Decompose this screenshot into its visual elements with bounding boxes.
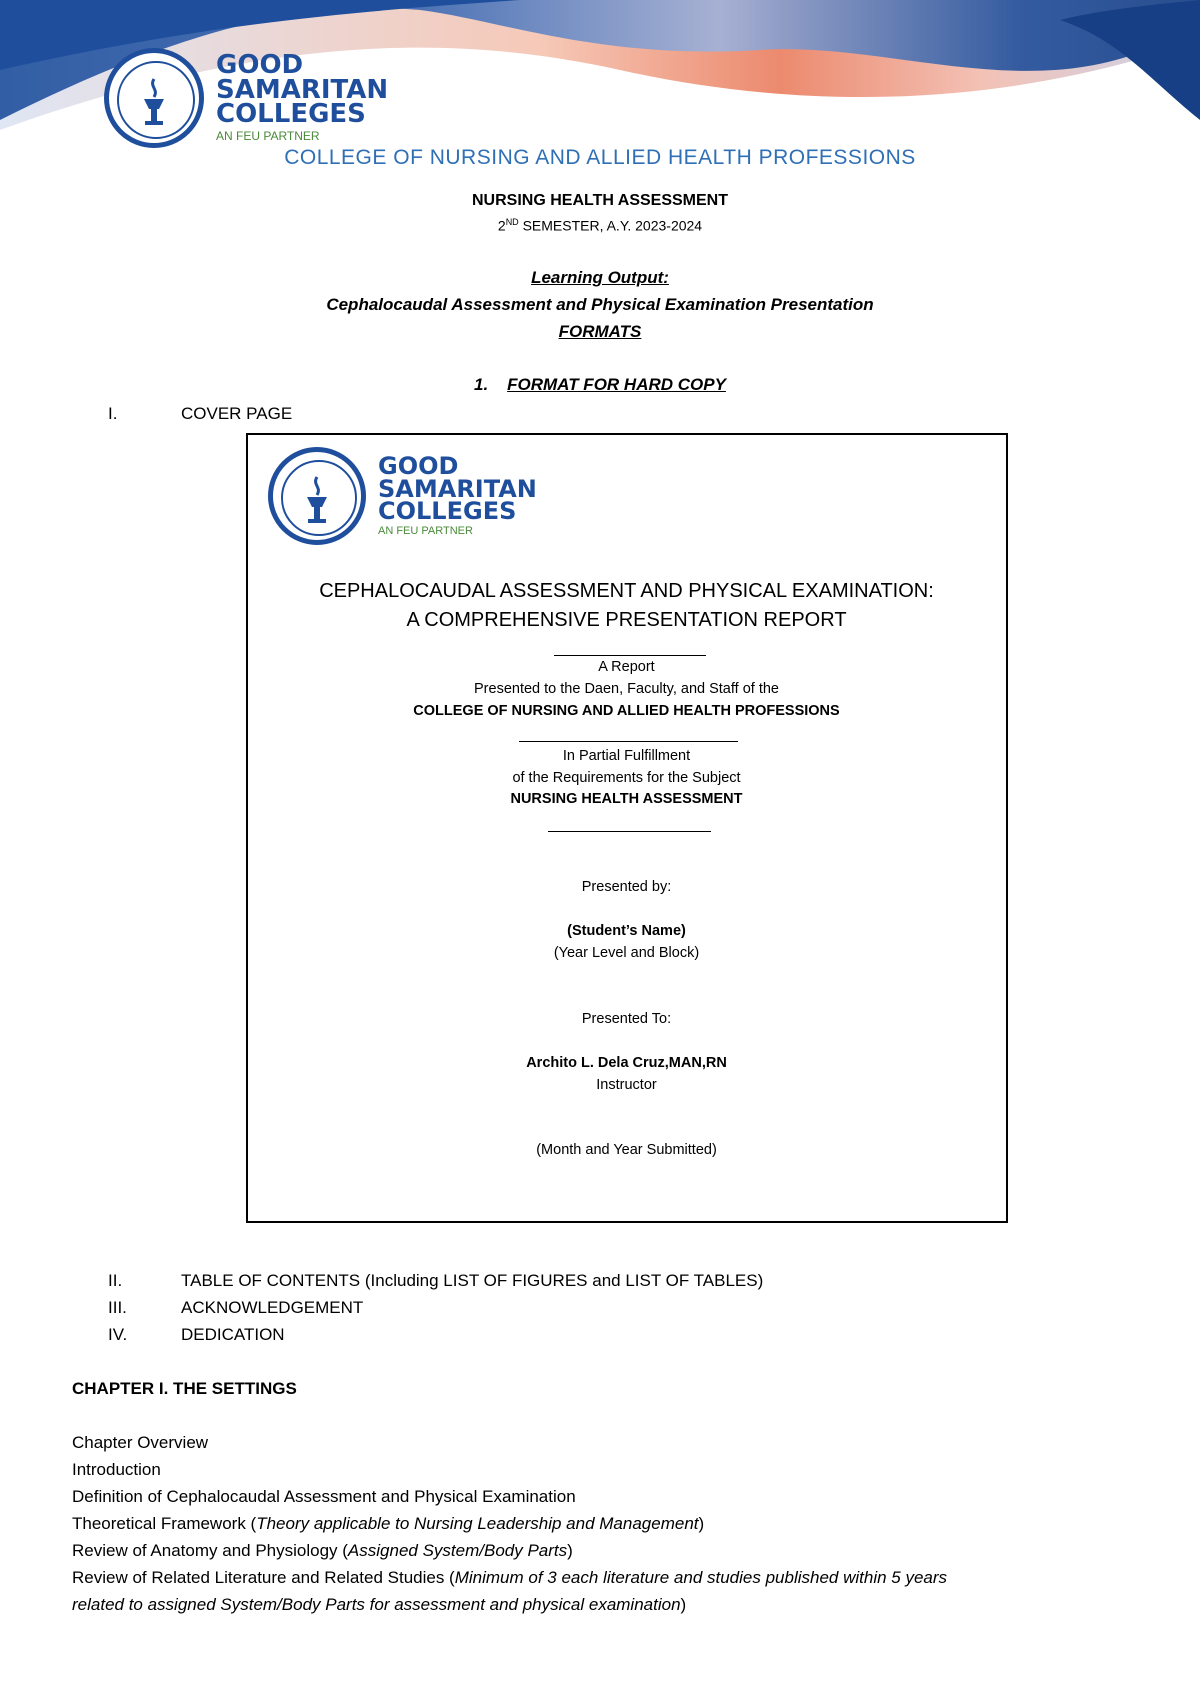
chapter-item-theoretical-framework: Theoretical Framework (Theory applicable to Nursing Leadership and Management) <box>72 1514 705 1533</box>
semester-line: 2ND SEMESTER, A.Y. 2023-2024 <box>497 217 703 234</box>
partner-tagline: AN FEU PARTNER <box>378 525 473 538</box>
chapter-item-definition: Definition of Cephalocaudal Assessment and Physical Examination <box>72 1487 576 1506</box>
format-hard-copy-heading: 1. FORMAT FOR HARD COPY <box>474 375 726 394</box>
cover-fulfillment-1: In Partial Fulfillment <box>562 748 691 764</box>
cover-logo <box>268 447 537 545</box>
cover-instructor-name: Archito L. Dela Cruz,MAN,RN <box>526 1055 727 1071</box>
cover-year-block: (Year Level and Block) <box>553 945 700 961</box>
section-dedication: DEDICATION <box>181 1325 285 1344</box>
wordmark-line-2: SAMARITAN <box>378 474 537 503</box>
cover-presented-to-line: Presented to the Daen, Faculty, and Staff of the <box>474 681 779 697</box>
cover-college-name: COLLEGE OF NURSING AND ALLIED HEALTH PROFESSIONS <box>413 703 840 719</box>
cover-student-name: (Student’s Name) <box>567 923 686 939</box>
section-table-of-contents: TABLE OF CONTENTS (Including LIST OF FIGURES and LIST OF TABLES) <box>181 1271 764 1290</box>
section-number: I. <box>108 404 118 423</box>
cover-title-line-1: CEPHALOCAUDAL ASSESSMENT AND PHYSICAL EXAMINATION: <box>319 580 934 602</box>
section-number: III. <box>108 1298 127 1317</box>
cover-page-sample <box>246 433 1008 1223</box>
section-cover-page: COVER PAGE <box>181 404 293 423</box>
chapter-1-heading: CHAPTER I. THE SETTINGS <box>72 1379 297 1398</box>
chapter-item-rrl: Review of Related Literature and Related Studies (Minimum of 3 each literature and studies published within 5 years <box>72 1568 948 1587</box>
header-logo <box>104 48 388 148</box>
section-acknowledgement: ACKNOWLEDGEMENT <box>181 1298 364 1317</box>
learning-output-label: Learning Output: <box>531 268 669 287</box>
partner-tagline: AN FEU PARTNER <box>216 129 320 144</box>
chapter-item-rrl-continued: related to assigned System/Body Parts for assessment and physical examination) <box>72 1595 687 1614</box>
wordmark-line-3: COLLEGES <box>378 497 517 526</box>
wordmark-line-2: SAMARITAN <box>216 74 389 105</box>
cover-subject: NURSING HEALTH ASSESSMENT <box>510 791 743 807</box>
section-number: II. <box>108 1271 123 1290</box>
divider <box>519 741 738 742</box>
cover-month-year: (Month and Year Submitted) <box>536 1142 717 1158</box>
college-seal-icon <box>268 447 366 545</box>
cover-presented-by-label: Presented by: <box>581 879 672 895</box>
formats-heading: FORMATS <box>558 322 642 341</box>
chapter-item-anatomy: Review of Anatomy and Physiology (Assigned System/Body Parts) <box>72 1541 573 1560</box>
divider <box>554 655 706 656</box>
cover-instructor-title: Instructor <box>596 1077 657 1093</box>
divider <box>548 831 711 832</box>
course-title: NURSING HEALTH ASSESSMENT <box>471 192 728 209</box>
college-seal-icon <box>104 48 204 148</box>
wordmark-line-3: COLLEGES <box>216 99 366 130</box>
chapter-item-overview: Chapter Overview <box>72 1433 209 1452</box>
cover-title-line-2: A COMPREHENSIVE PRESENTATION REPORT <box>406 609 847 631</box>
cover-presented-to-label: Presented To: <box>581 1011 672 1027</box>
learning-output-subtitle: Cephalocaudal Assessment and Physical Examination Presentation <box>326 295 874 314</box>
cover-fulfillment-2: of the Requirements for the Subject <box>512 770 741 786</box>
wordmark-line-1: GOOD <box>216 49 304 80</box>
section-number: IV. <box>108 1325 128 1344</box>
chapter-item-introduction: Introduction <box>72 1460 161 1479</box>
cover-report-label: A Report <box>598 659 655 675</box>
wordmark-line-1: GOOD <box>378 451 459 480</box>
college-name-heading: COLLEGE OF NURSING AND ALLIED HEALTH PROFESSIONS <box>284 146 916 169</box>
